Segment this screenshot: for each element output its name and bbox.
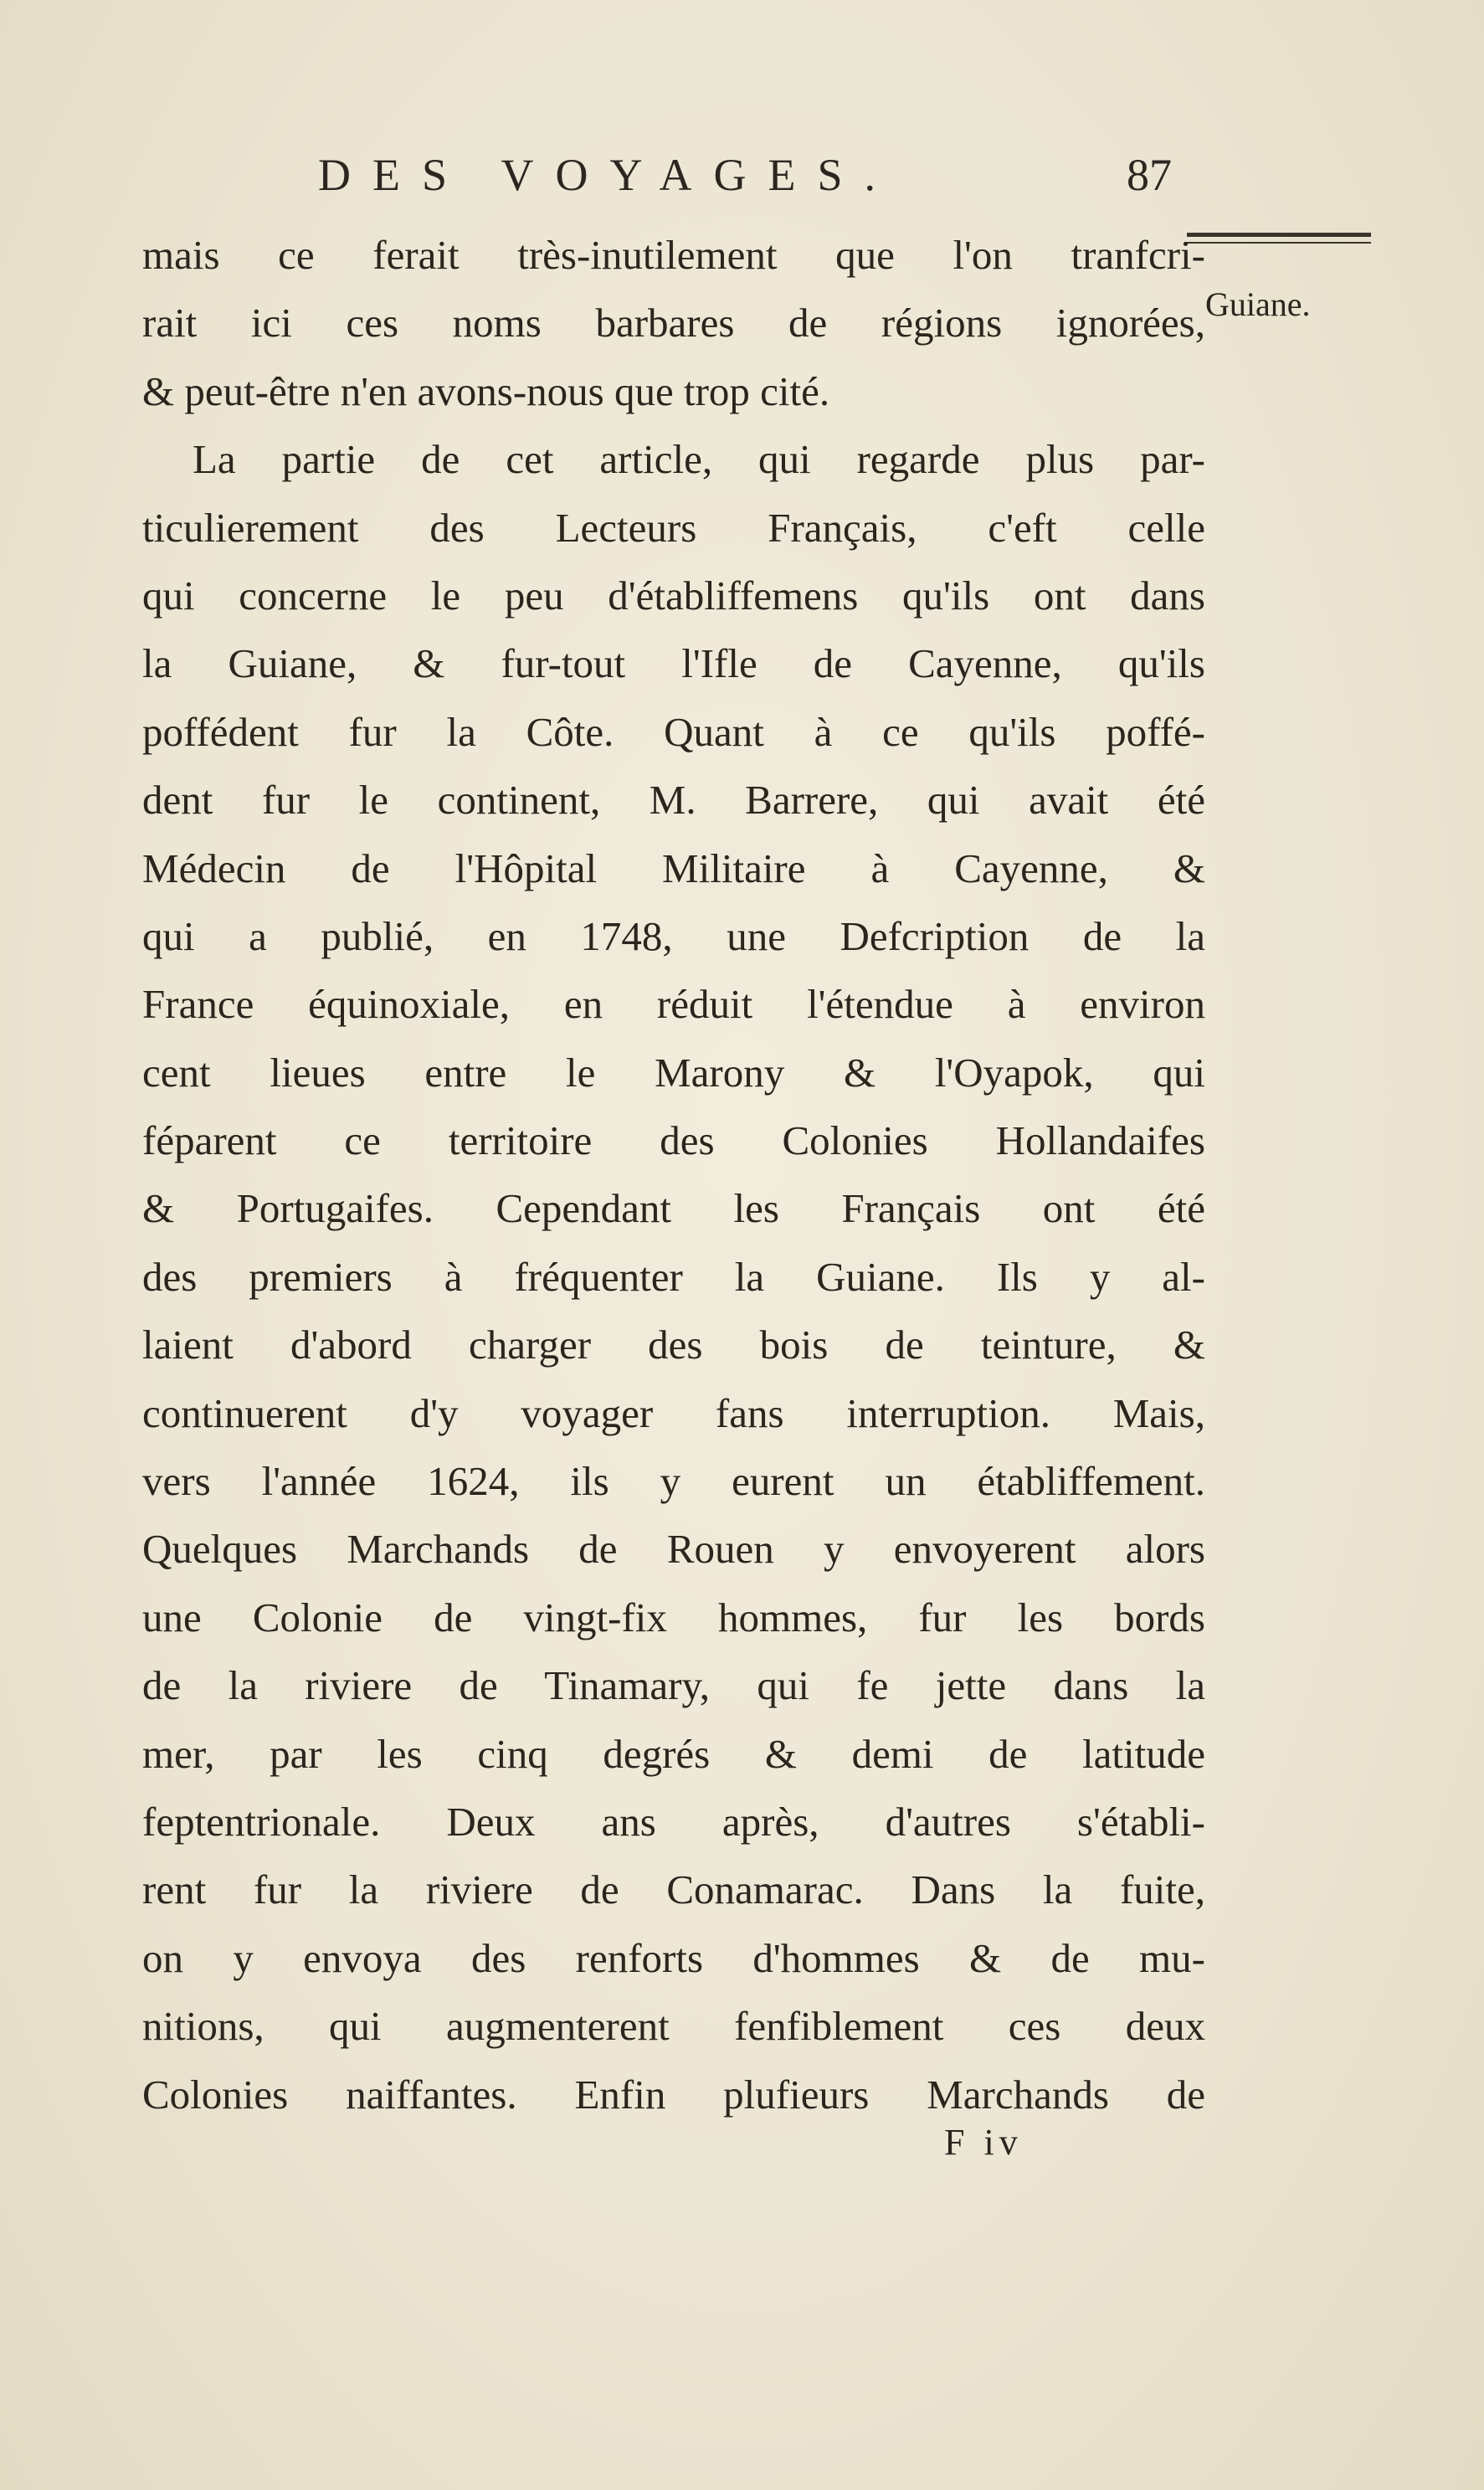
- text-line: rent fur la riviere de Conamarac. Dans la fuite,: [142, 1866, 1205, 1913]
- text-line: poffédent fur la Côte. Quant à ce qu'ils poffé-: [142, 708, 1205, 755]
- text-line: & peut-être n'en avons-nous que trop cité.: [142, 367, 830, 414]
- text-line: mer, par les cinq degrés & demi de latitude: [142, 1730, 1205, 1777]
- text-line: qui a publié, en 1748, une Defcription de la: [142, 912, 1205, 959]
- signature-mark: F iv: [944, 2122, 1023, 2163]
- running-title: DES VOYAGES.: [318, 150, 898, 200]
- text-line: feptentrionale. Deux ans après, d'autres s'établi-: [142, 1798, 1205, 1845]
- running-head: [318, 149, 1172, 216]
- text-line: vers l'année 1624, ils y eurent un établiffement.: [142, 1458, 1205, 1505]
- text-line: La partie de cet article, qui regarde plus par-: [193, 436, 1205, 483]
- margin-rule: [1187, 233, 1371, 248]
- text-line: féparent ce territoire des Colonies Hollandaifes: [142, 1117, 1205, 1164]
- text-line: de la riviere de Tinamary, qui fe jette dans la: [142, 1662, 1205, 1709]
- text-line: dent fur le continent, M. Barrere, qui avait été: [142, 777, 1205, 824]
- text-line: continuerent d'y voyager fans interruption. Mais,: [142, 1389, 1205, 1436]
- text-line: Médecin de l'Hôpital Militaire à Cayenne, &: [142, 845, 1205, 891]
- text-line: Colonies naiffantes. Enfin plufieurs Marchands de: [142, 2071, 1205, 2118]
- margin-note: Guiane.: [1205, 285, 1311, 323]
- text-line: laient d'abord charger des bois de teinture, &: [142, 1322, 1205, 1368]
- text-line: rait ici ces noms barbares de régions ignorées,: [142, 300, 1205, 347]
- text-line: mais ce ferait très-inutilement que l'on tranfcri-: [142, 232, 1205, 278]
- text-line: & Portugaifes. Cependant les Français ont été: [142, 1185, 1205, 1232]
- text-line: cent lieues entre le Marony & l'Oyapok, qui: [142, 1049, 1205, 1096]
- page-number: 87: [1127, 150, 1172, 200]
- text-line: on y envoya des renforts d'hommes & de mu-: [142, 1934, 1205, 1981]
- text-line: la Guiane, & fur-tout l'Ifle de Cayenne, qu'ils: [142, 640, 1205, 687]
- text-line: Quelques Marchands de Rouen y envoyerent alors: [142, 1526, 1205, 1573]
- text-line: nitions, qui augmenterent fenfiblement ces deux: [142, 2003, 1205, 2050]
- text-line: une Colonie de vingt-fix hommes, fur les bords: [142, 1594, 1205, 1640]
- body-text: [142, 221, 1205, 2128]
- text-line: qui concerne le peu d'établiffemens qu'ils ont dans: [142, 572, 1205, 619]
- text-line: ticulierement des Lecteurs Français, c'eft celle: [142, 504, 1205, 551]
- text-line: France équinoxiale, en réduit l'étendue à environ: [142, 981, 1205, 1028]
- text-line: des premiers à fréquenter la Guiane. Ils y al-: [142, 1253, 1205, 1300]
